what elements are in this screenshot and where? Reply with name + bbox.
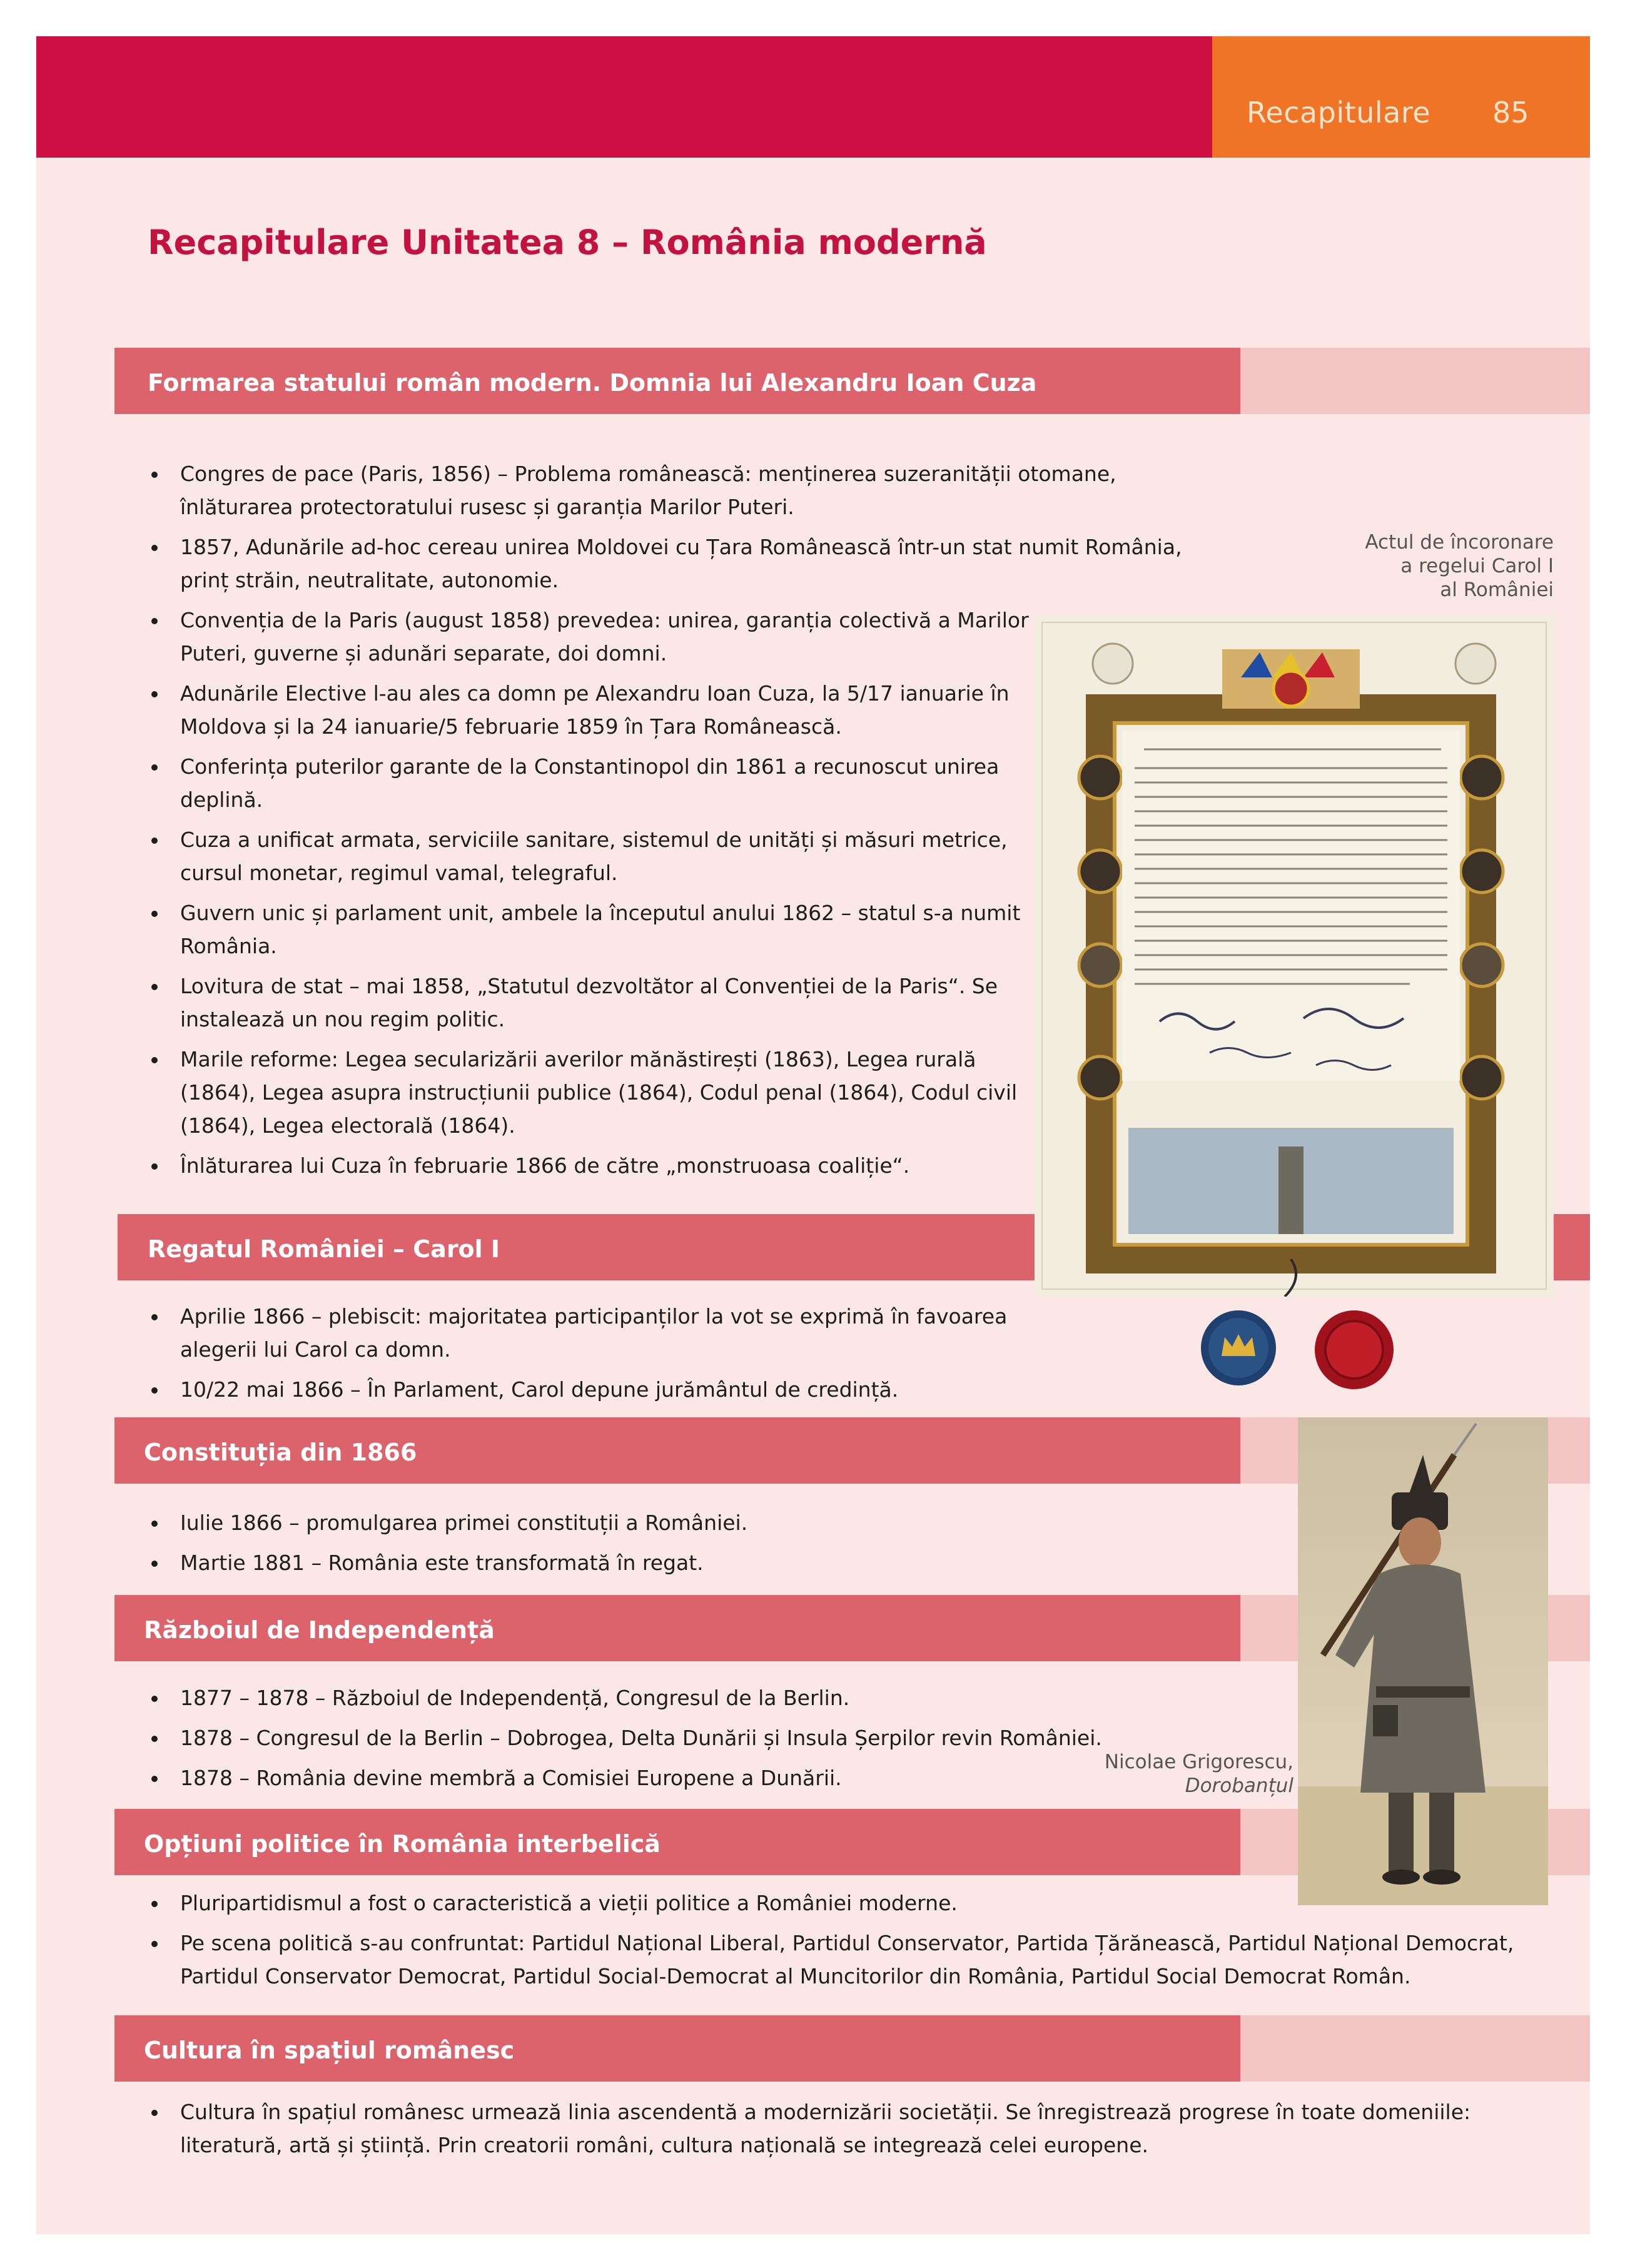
crown-seal-image bbox=[1200, 1309, 1278, 1387]
caption-title bbox=[1037, 1774, 1293, 1798]
page bbox=[36, 36, 1590, 2234]
header-band bbox=[36, 36, 1212, 158]
caption-title-text: Dorobanțul bbox=[1185, 1774, 1293, 1797]
list-item: 1878 – România devine membră a Comisiei Europene a Dunării. bbox=[148, 1761, 1211, 1795]
caption-line: a regelui Carol I bbox=[1400, 555, 1554, 577]
list-item: Conferința puterilor garante de la Constantinopol din 1861 a recunoscut unirea deplină. bbox=[148, 750, 1037, 816]
section-bar-extension bbox=[1240, 2015, 1590, 2082]
list-item: 1857, Adunările ad-hoc cereau unirea Moldovei cu Țara Românească într-un stat numit România, prinț străin, neutralitate, autonomie. bbox=[148, 530, 1193, 597]
dorobantul-painting bbox=[1298, 1417, 1548, 1905]
section-bar-extension bbox=[1240, 348, 1590, 414]
painting-caption bbox=[1037, 1750, 1293, 1798]
section-title: Formarea statului român modern. Domnia lui Alexandru Ioan Cuza bbox=[148, 369, 1037, 397]
list-item: 10/22 mai 1866 – În Parlament, Carol depune jurământul de credință. bbox=[148, 1373, 1023, 1406]
list-item: Congres de pace (Paris, 1856) – Problema românească: menținerea suzeranității otomane, înlăturarea protectoratului rusesc și garanția Marilor Puteri. bbox=[148, 457, 1181, 524]
list-item: Pluripartidismul a fost o caracteristică a vieții politice a României moderne. bbox=[148, 1886, 1561, 1920]
section-list bbox=[148, 2095, 1561, 2169]
list-item: Înlăturarea lui Cuza în februarie 1866 de către „monstruoasa coaliție“. bbox=[148, 1149, 1037, 1182]
list-item: Pe scena politică s-au confruntat: Partidul Național Liberal, Partidul Conservator, Partida Țărănească, Partidul Național Democrat, Partidul Conservator Democrat, Partidul Social-Democrat al Muncitorilor din România, Partidul Social Democrat Român. bbox=[148, 1926, 1561, 1993]
running-title: Recapitulare bbox=[1247, 96, 1431, 129]
list-item: Martie 1881 – România este transformată în regat. bbox=[148, 1546, 1023, 1579]
page-number: 85 bbox=[1492, 96, 1529, 129]
list-item: 1878 – Congresul de la Berlin – Dobrogea, Delta Dunării și Insula Șerpilor revin României. bbox=[148, 1721, 1211, 1754]
list-item: Iulie 1866 – promulgarea primei constituții a României. bbox=[148, 1506, 1023, 1539]
page-title: Recapitulare Unitatea 8 – România modernă bbox=[148, 223, 987, 262]
section-title: Regatul României – Carol I bbox=[148, 1235, 500, 1263]
section-title: Constituția din 1866 bbox=[144, 1439, 417, 1466]
caption-author: Nicolae Grigorescu, bbox=[1104, 1751, 1293, 1773]
list-item: Aprilie 1866 – plebiscit: majoritatea participanților la vot se exprimă în favoarea alegerii lui Carol ca domn. bbox=[148, 1300, 1023, 1366]
list-item: Convenția de la Paris (august 1858) prevedea: unirea, garanția colectivă a Marilor Puteri, guverne și adunări separate, doi domni. bbox=[148, 604, 1037, 670]
list-item: Lovitura de stat – mai 1858, „Statutul dezvoltător al Convenției de la Paris“. Se instalează un nou regim politic. bbox=[148, 969, 1037, 1036]
wax-seal-image bbox=[1314, 1309, 1395, 1390]
list-item: Cultura în spațiul românesc urmează linia ascendentă a modernizării societății. Se înregistrează progrese în toate domeniile: literatură, artă și știință. Prin creatorii români, cultura națională se integrează celei europene. bbox=[148, 2095, 1561, 2162]
document-caption bbox=[1225, 530, 1554, 602]
section-title: Războiul de Independență bbox=[144, 1616, 495, 1644]
section-list bbox=[148, 1300, 1023, 1413]
caption-line: Actul de încoronare bbox=[1365, 531, 1554, 554]
list-item: Guvern unic și parlament unit, ambele la începutul anului 1862 – statul s-a numit România. bbox=[148, 896, 1037, 963]
caption-line: al României bbox=[1440, 579, 1554, 601]
list-item: Cuza a unificat armata, serviciile sanitare, sistemul de unități și măsuri metrice, cursul monetar, regimul vamal, telegraful. bbox=[148, 823, 1037, 889]
list-item: Adunările Elective l-au ales ca domn pe Alexandru Ioan Cuza, la 5/17 ianuarie în Moldova și la 24 ianuarie/5 februarie 1859 în Țara Românească. bbox=[148, 677, 1037, 743]
coronation-act-image bbox=[1035, 615, 1554, 1297]
list-item: Marile reforme: Legea secularizării averilor mănăstirești (1863), Legea rurală (1864), Legea asupra instrucțiunii publice (1864), Codul penal (1864), Codul civil (1864), Legea electorală (1864). bbox=[148, 1043, 1037, 1142]
section-title: Opțiuni politice în România interbelică bbox=[144, 1830, 661, 1858]
section-title: Cultura în spațiul românesc bbox=[144, 2037, 515, 2064]
section-list bbox=[148, 1506, 1023, 1586]
list-item: 1877 – 1878 – Războiul de Independență, Congresul de la Berlin. bbox=[148, 1681, 1211, 1714]
